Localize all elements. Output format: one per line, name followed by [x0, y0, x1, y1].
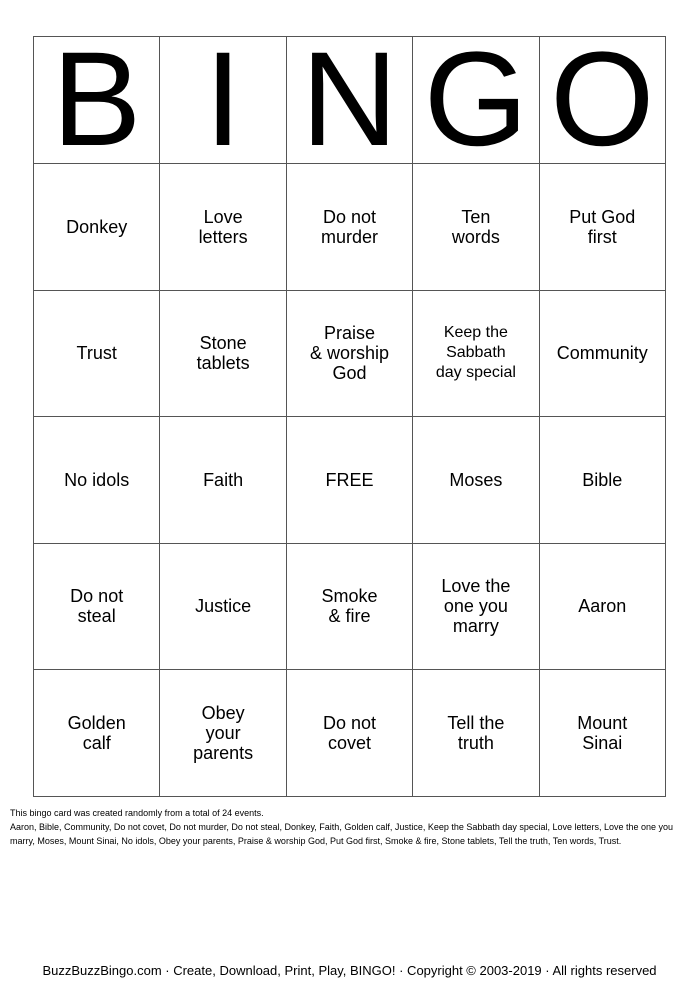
header-letter: N: [286, 37, 412, 164]
bingo-cell: Faith: [160, 417, 286, 544]
card-row: [34, 164, 666, 291]
card-info: [10, 806, 695, 848]
header-letter: G: [413, 37, 539, 164]
header-letter: B: [34, 37, 160, 164]
bingo-cell: Smoke & fire: [286, 543, 412, 670]
card-row: [34, 543, 666, 670]
bingo-cell: Trust: [34, 290, 160, 417]
header-letter: O: [539, 37, 665, 164]
bingo-cell: Love letters: [160, 164, 286, 291]
header-row: [34, 37, 666, 164]
bingo-cell: Golden calf: [34, 670, 160, 797]
bingo-cell: Love the one you marry: [413, 543, 539, 670]
bingo-cell: Stone tablets: [160, 290, 286, 417]
bingo-cell: Community: [539, 290, 665, 417]
bingo-cell: Moses: [413, 417, 539, 544]
bingo-cell: Mount Sinai: [539, 670, 665, 797]
bingo-cell: FREE: [286, 417, 412, 544]
bingo-cell: Aaron: [539, 543, 665, 670]
bingo-cell: Ten words: [413, 164, 539, 291]
info-summary: This bingo card was created randomly from a total of 24 events.: [10, 808, 264, 818]
bingo-cell: Bible: [539, 417, 665, 544]
bingo-cell: Do not covet: [286, 670, 412, 797]
bingo-cell: No idols: [34, 417, 160, 544]
card-row: [34, 417, 666, 544]
bingo-cell: Keep the Sabbath day special: [413, 290, 539, 417]
bingo-cell: Praise & worship God: [286, 290, 412, 417]
bingo-cell: Justice: [160, 543, 286, 670]
header-letter: I: [160, 37, 286, 164]
bingo-cell: Put God first: [539, 164, 665, 291]
bingo-cell: Donkey: [34, 164, 160, 291]
footer-copyright: BuzzBuzzBingo.com · Create, Download, Print, Play, BINGO! · Copyright © 2003-2019 · All rights reserved: [42, 963, 657, 978]
card-row: [34, 670, 666, 797]
bingo-cell: Obey your parents: [160, 670, 286, 797]
bingo-card: [33, 25, 666, 797]
bingo-cell: Tell the truth: [413, 670, 539, 797]
info-event-list: Aaron, Bible, Community, Do not covet, Do not murder, Do not steal, Donkey, Faith, Golden calf, Justice, Keep the Sabbath day special, Love letters, Love the one you marry, Moses, Mount Sinai, No idols, Obey your parents, Praise & worship God, Put God first, Smoke & fire, Stone tablets, Tell the truth, Ten words, Trust.: [10, 822, 674, 846]
bingo-cell: Do not murder: [286, 164, 412, 291]
bingo-cell: Do not steal: [34, 543, 160, 670]
card-row: [34, 290, 666, 417]
